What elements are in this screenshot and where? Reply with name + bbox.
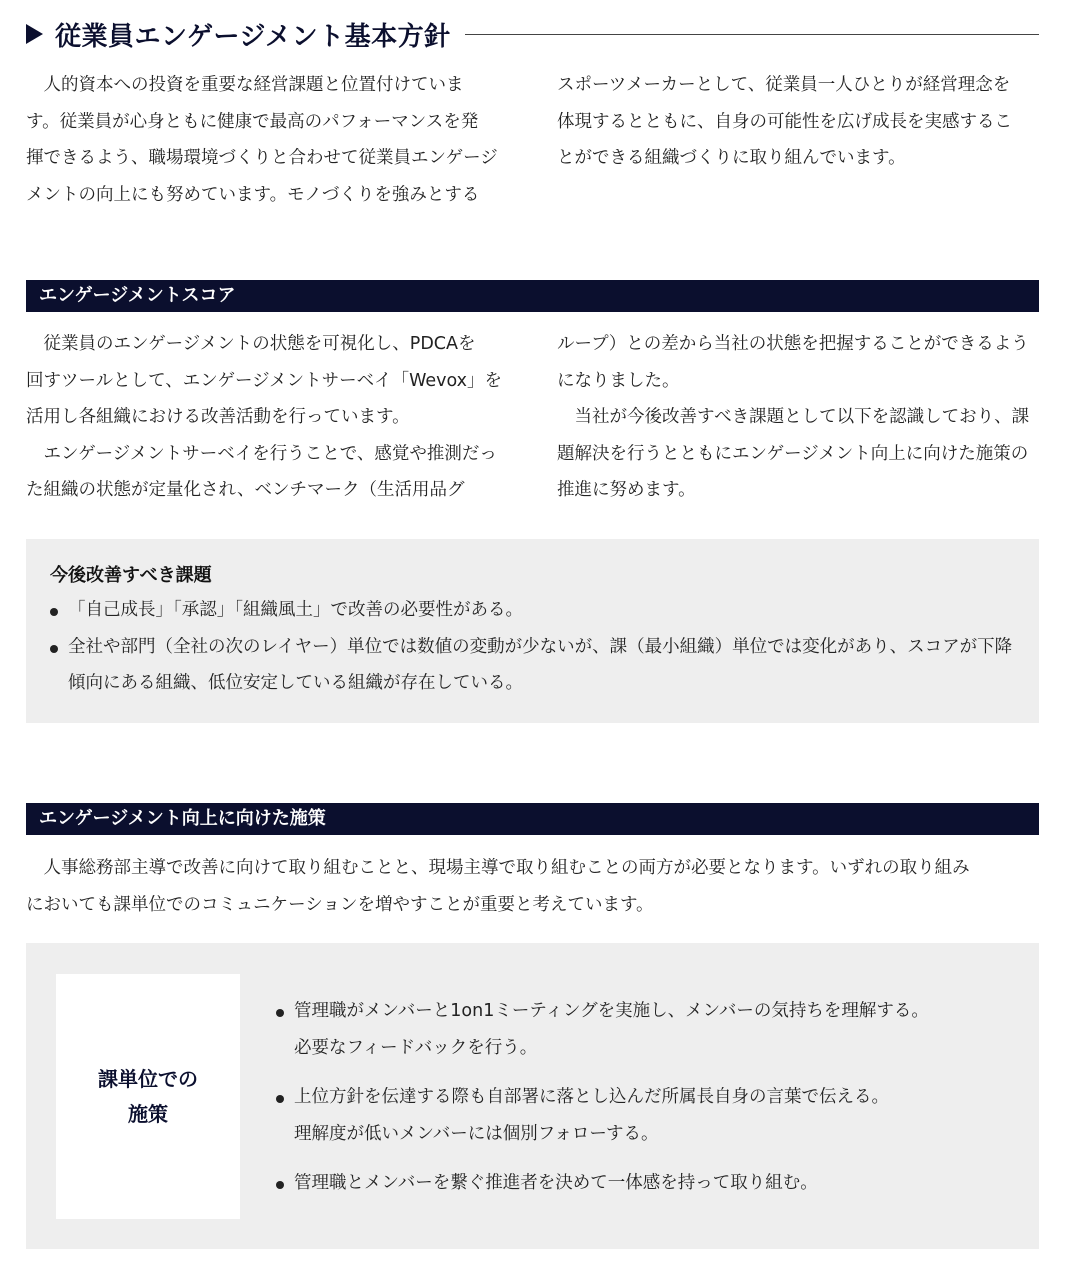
measures-paragraph-line-1: 人事総務部主導で改善に向けて取り組むことと、現場主導で取り組むことの両方が必要となります。いずれの取り組み bbox=[43, 858, 970, 878]
score-right-line-2: になりました。 bbox=[557, 370, 680, 391]
triangle-right-icon bbox=[26, 24, 43, 44]
measures-paragraph bbox=[26, 850, 1039, 923]
measures-list bbox=[276, 993, 929, 1215]
list-item bbox=[50, 592, 1012, 629]
intro-left-column bbox=[26, 67, 508, 213]
score-right-line-5: 推進に努めます。 bbox=[557, 480, 696, 500]
section-bar-measures: エンゲージメント向上に向けた施策 bbox=[26, 803, 1039, 835]
measure-line-2: 必要なフィードバックを行う。 bbox=[294, 1037, 538, 1058]
measures-box bbox=[26, 943, 1039, 1249]
measure-line-2: 理解度が低いメンバーには個別フォローする。 bbox=[294, 1123, 659, 1144]
intro-columns bbox=[26, 67, 1039, 213]
section-bar-engagement-score: エンゲージメントスコア bbox=[26, 280, 1039, 312]
intro-left-line-4: メントの向上にも努めています。モノづくりを強みとする bbox=[26, 184, 480, 205]
score-right-line-3: 当社が今後改善すべき課題として以下を認識しており、課 bbox=[574, 407, 1030, 427]
unit-label-line-2: 施策 bbox=[128, 1101, 168, 1126]
bullet-icon bbox=[50, 645, 58, 653]
intro-right-line-1: スポーツメーカーとして、従業員一人ひとりが経営理念を bbox=[557, 75, 1011, 95]
issue-line-1: 全社や部門（全社の次のレイヤー）単位では数値の変動が少ないが、課（最小組織）単位では変化があり、スコアが下降 bbox=[68, 636, 1013, 657]
bullet-icon bbox=[276, 1095, 284, 1103]
unit-label-card bbox=[56, 974, 240, 1219]
issues-title: 今後改善すべき課題 bbox=[50, 565, 212, 586]
heading-rule bbox=[465, 34, 1039, 35]
intro-left-line-2: す。従業員が心身ともに健康で最高のパフォーマンスを発 bbox=[26, 111, 479, 132]
score-columns bbox=[26, 326, 1039, 509]
score-left-line-5: た組織の状態が定量化され、ベンチマーク（生活用品グ bbox=[26, 480, 465, 500]
measures-paragraph-line-2: においても課単位でのコミュニケーションを増やすことが重要と考えています。 bbox=[26, 894, 654, 915]
unit-label-line-1: 課単位での bbox=[98, 1066, 198, 1091]
intro-left-line-1: 人的資本への投資を重要な経営課題と位置付けていま bbox=[43, 75, 464, 95]
measure-line-1: 管理職とメンバーを繋ぐ推進者を決めて一体感を持って取り組む。 bbox=[294, 1173, 818, 1193]
list-item bbox=[276, 1165, 929, 1202]
main-heading bbox=[26, 14, 1039, 54]
intro-right-line-3: とができる組織づくりに取り組んでいます。 bbox=[557, 148, 906, 168]
intro-right-line-2: 体現するとともに、自身の可能性を広げ成長を実感するこ bbox=[557, 111, 1012, 132]
score-right-column bbox=[557, 326, 1039, 509]
score-left-line-4: エンゲージメントサーベイを行うことで、感覚や推測だっ bbox=[43, 443, 497, 464]
list-item bbox=[276, 1079, 929, 1152]
measure-line-1: 上位方針を伝達する際も自部署に落とし込んだ所属長自身の言葉で伝える。 bbox=[294, 1087, 889, 1107]
bullet-icon bbox=[276, 1009, 284, 1017]
issues-list bbox=[50, 592, 1012, 702]
score-left-line-2: 回すツールとして、エンゲージメントサーベイ「Wevox」を bbox=[26, 370, 502, 391]
list-item bbox=[276, 993, 929, 1066]
list-item bbox=[50, 629, 1012, 702]
intro-left-line-3: 揮できるよう、職場環境づくりと合わせて従業員エンゲージ bbox=[26, 148, 498, 168]
bullet-icon bbox=[50, 608, 58, 616]
issues-box bbox=[26, 539, 1039, 723]
bullet-icon bbox=[276, 1181, 284, 1189]
score-left-line-3: 活用し各組織における改善活動を行っています。 bbox=[26, 407, 410, 427]
issue-line-1: 「自己成長」「承認」「組織風土」で改善の必要性がある。 bbox=[68, 600, 523, 620]
measure-line-1: 管理職がメンバーと1on1ミーティングを実施し、メンバーの気持ちを理解する。 bbox=[294, 1001, 929, 1021]
intro-right-column bbox=[557, 67, 1039, 213]
issue-line-2: 傾向にある組織、低位安定している組織が存在している。 bbox=[68, 673, 523, 693]
score-left-column bbox=[26, 326, 508, 509]
page-title: 従業員エンゲージメント基本方針 bbox=[55, 21, 451, 52]
score-left-line-1: 従業員のエンゲージメントの状態を可視化し、PDCAを bbox=[43, 334, 476, 354]
score-right-line-1: ループ）との差から当社の状態を把握することができるよう bbox=[557, 334, 1029, 354]
score-right-line-4: 題解決を行うとともにエンゲージメント向上に向けた施策の bbox=[557, 443, 1029, 464]
